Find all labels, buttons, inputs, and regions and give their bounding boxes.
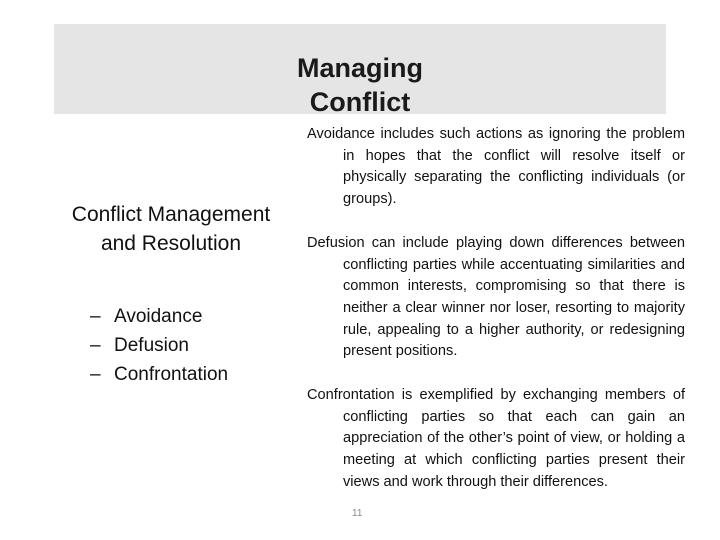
left-heading-line-1: Conflict Management xyxy=(71,203,271,226)
slide-title xyxy=(54,51,666,119)
paragraph-avoidance: Avoidance includes such actions as ignoring the problem in hopes that the conflict will resolve itself or physically separating the conflicting individuals (or groups). xyxy=(307,126,685,208)
strategy-list xyxy=(40,302,302,389)
list-item-confrontation: – Confrontation xyxy=(90,360,302,389)
left-heading-line-2: and Resolution xyxy=(100,232,242,255)
list-item-defusion: – Defusion xyxy=(90,331,302,360)
slide-title-line-2: Conflict xyxy=(309,87,411,118)
title-band xyxy=(54,24,666,118)
page-number: 11 xyxy=(352,508,363,519)
list-item-avoidance: – Avoidance xyxy=(90,302,302,331)
paragraph-defusion: Defusion can include playing down differences between conflicting parties while accentuating similarities and common interests, compromising so that there is neither a clear winner nor loser, resorting to majority rule, appealing to a higher authority, or redesigning present positions. xyxy=(307,234,685,360)
paragraph-confrontation: Confrontation is exemplified by exchanging members of conflicting parties so that each can gain an appreciation of the other’s point of view, or holding a meeting at which conflicting parties present their views and work through their differences. xyxy=(307,387,685,490)
slide-title-line-1: Managing xyxy=(297,53,423,84)
right-column xyxy=(307,124,685,516)
left-heading xyxy=(40,200,302,258)
left-column xyxy=(40,200,302,389)
